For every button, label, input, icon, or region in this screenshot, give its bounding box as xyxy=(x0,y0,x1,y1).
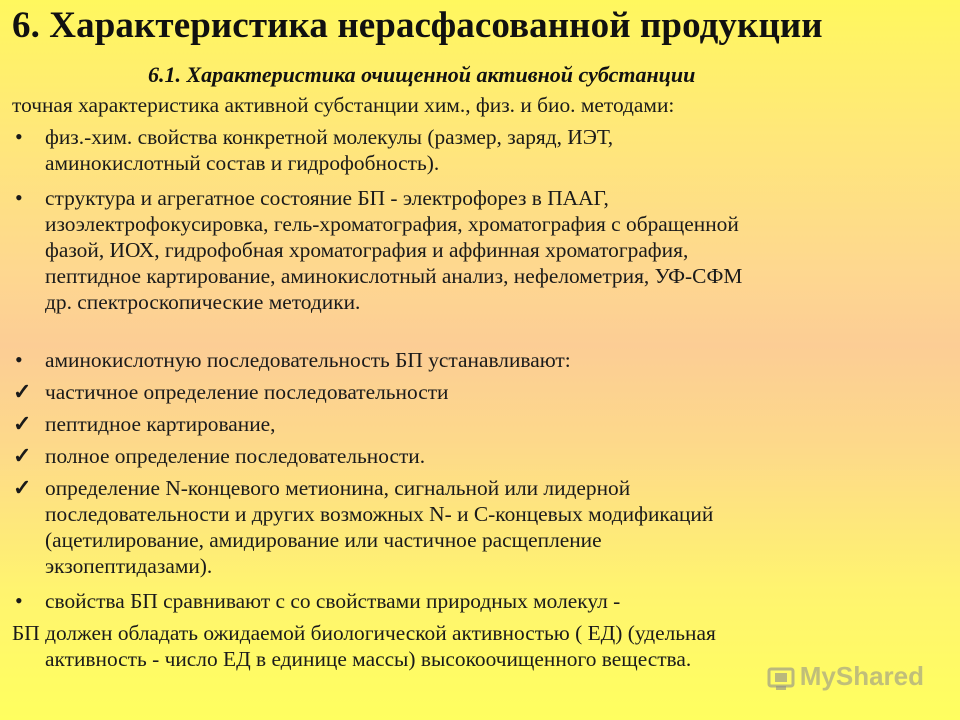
bullet-icon: • xyxy=(15,588,23,613)
check-icon: ✓ xyxy=(13,379,32,404)
bullet-line: физ.-хим. свойства конкретной молекулы (размер, заряд, ИЭТ, xyxy=(45,125,614,149)
check-line: частичное определение последовательности xyxy=(45,380,449,404)
watermark-text: MyShared xyxy=(799,661,924,691)
bullet-line: аминокислотный состав и гидрофобность). xyxy=(45,151,440,175)
watermark xyxy=(766,661,924,692)
slide-body xyxy=(12,92,952,672)
myshared-logo-icon xyxy=(766,663,796,691)
bullet-icon: • xyxy=(15,124,23,149)
bullet-item-sequence xyxy=(12,347,952,373)
check-icon: ✓ xyxy=(13,411,32,436)
slide-subtitle: 6.1. Характеристика очищенной активной субстанции xyxy=(148,62,696,87)
check-item xyxy=(12,379,952,405)
check-line: пептидное картирование, xyxy=(45,412,276,436)
check-item xyxy=(12,475,952,579)
check-line: экзопептидазами). xyxy=(45,554,213,578)
check-icon: ✓ xyxy=(13,443,32,468)
check-icon: ✓ xyxy=(13,475,32,500)
check-line: определение N-концевого метионина, сигнальной или лидерной xyxy=(45,476,631,500)
bullet-icon: • xyxy=(15,185,23,210)
intro-text: точная характеристика активной субстанции хим., физ. и био. методами: xyxy=(12,93,675,117)
bullet-line: свойства БП сравнивают с со свойствами природных молекул - xyxy=(45,589,621,613)
bullet-line: аминокислотную последовательность БП устанавливают: xyxy=(45,348,571,372)
bullet-item-compare xyxy=(12,588,952,614)
check-line: полное определение последовательности. xyxy=(45,444,426,468)
bullet-item-physchem xyxy=(12,124,952,176)
check-line: (ацетилирование, амидирование или частичное расщепление xyxy=(45,528,602,552)
bullet-icon: • xyxy=(15,347,23,372)
bullet-item-structure xyxy=(12,185,952,315)
bullet-line: структура и агрегатное состояние БП - электрофорез в ПААГ, xyxy=(45,186,609,210)
slide-title: 6. Характеристика нерасфасованной продукции xyxy=(12,5,823,46)
final-line: БП должен обладать ожидаемой биологической активностью ( ЕД) (удельная xyxy=(12,621,716,645)
bullet-line: изоэлектрофокусировка, гель-хроматография, хроматография с обращенной xyxy=(45,212,739,236)
final-line: активность - число ЕД в единице массы) высокоочищенного вещества. xyxy=(45,647,692,671)
bullet-line: фазой, ИОХ, гидрофобная хроматография и аффинная хроматография, xyxy=(45,238,689,262)
bullet-line: пептидное картирование, аминокислотный анализ, нефелометрия, УФ-СФМ xyxy=(45,264,743,288)
check-item xyxy=(12,443,952,469)
check-line: последовательности и других возможных N- и С-концевых модификаций xyxy=(45,502,714,526)
bullet-line: др. спектроскопические методики. xyxy=(45,290,361,314)
check-item xyxy=(12,411,952,437)
